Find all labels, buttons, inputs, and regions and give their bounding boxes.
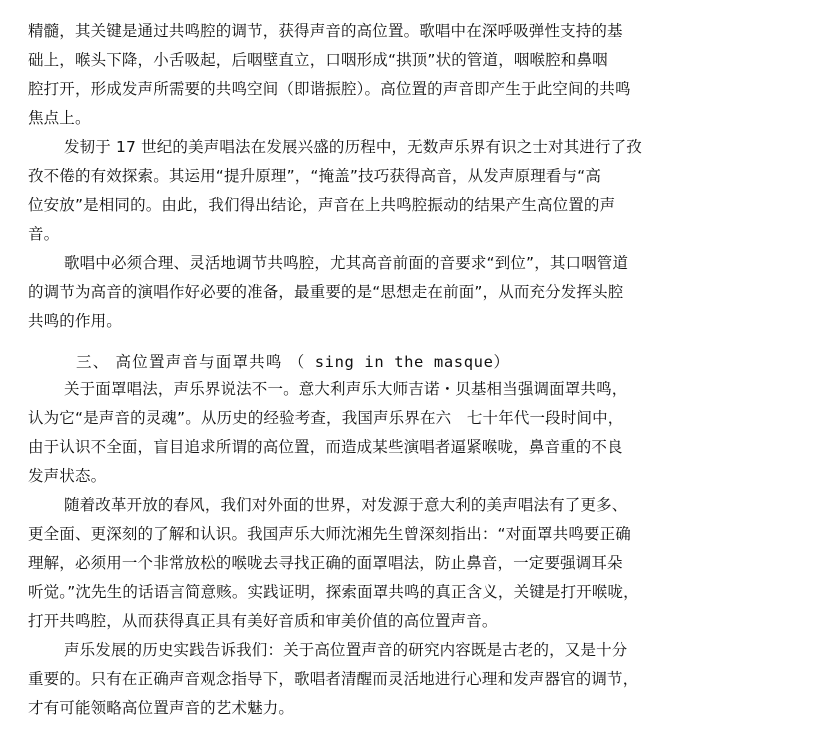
s3-line-2: 重要的。只有在正确声音观念指导下，歌唱者清醒而灵活地进行心理和发声器官的调节， bbox=[28, 670, 639, 688]
s3-line-3: 才有可能领略高位置声音的艺术魅力。 bbox=[28, 699, 295, 717]
s2-line-5: 打开共鸣腔，从而获得真正具有美好音质和审美价值的高位置声音。 bbox=[28, 612, 498, 630]
s2-line-2: 更全面、更深刻的了解和认识。我国声乐大师沈湘先生曾深刻指出：“对面罩共鸣要正确 bbox=[28, 525, 631, 543]
s1-line-2: 认为它“是声音的灵魂”。从历史的经验考查，我国声乐界在六 七十年代一段时间中， bbox=[28, 409, 624, 427]
p1-line-2: 础上，喉头下降，小舌吸起，后咽壁直立，口咽形成“拱顶”状的管道，咽喉腔和鼻咽 bbox=[28, 51, 608, 69]
s2-line-3: 理解，必须用一个非常放松的喉咙去寻找正确的面罩唱法，防止鼻音，一定要强调耳朵 bbox=[28, 554, 623, 572]
section-heading-latin: （ sing in the masque） bbox=[288, 353, 510, 371]
p3-line-3: 共鸣的作用。 bbox=[28, 312, 122, 330]
s2-line-4: 听觉。”沈先生的话语言简意赅。实践证明，探索面罩共鸣的真正含义，关键是打开喉咙， bbox=[28, 583, 639, 601]
s2-line-1: 随着改革开放的春风，我们对外面的世界，对发源于意大利的美声唱法有了更多、 bbox=[64, 496, 628, 514]
section-heading-title: 高位置声音与面罩共鸣 bbox=[115, 353, 283, 371]
p2-line-3: 位安放”是相同的。由此，我们得出结论，声音在上共鸣腔振动的结果产生高位置的声 bbox=[28, 196, 616, 214]
s1-line-4: 发声状态。 bbox=[28, 467, 107, 485]
p2-line-2: 孜不倦的有效探索。其运用“提升原理”，“掩盖”技巧获得高音，从发声原理看与“高 bbox=[28, 167, 602, 185]
s1-line-3: 由于认识不全面，盲目追求所谓的高位置，而造成某些演唱者逼紧喉咙，鼻音重的不良 bbox=[28, 438, 623, 456]
s1-line-1: 关于面罩唱法，声乐界说法不一。意大利声乐大师吉诺・贝基相当强调面罩共鸣， bbox=[64, 380, 628, 398]
section-heading bbox=[76, 349, 510, 375]
p2-line-4: 音。 bbox=[28, 225, 60, 243]
p1-line-3: 腔打开，形成发声所需要的共鸣空间（即谐振腔）。高位置的声音即产生于此空间的共鸣 bbox=[28, 80, 631, 98]
p3-line-1: 歌唱中必须合理、灵活地调节共鸣腔，尤其高音前面的音要求“到位”，其口咽管道 bbox=[64, 254, 629, 272]
s3-line-1: 声乐发展的历史实践告诉我们：关于高位置声音的研究内容既是古老的，又是十分 bbox=[64, 641, 628, 659]
p2-line-1: 发韧于 17 世纪的美声唱法在发展兴盛的历程中，无数声乐界有识之士对其进行了孜 bbox=[64, 138, 642, 156]
p1-line-1: 精髓，其关键是通过共鸣腔的调节，获得声音的高位置。歌唱中在深呼吸弹性支持的基 bbox=[28, 22, 623, 40]
p1-line-4: 焦点上。 bbox=[28, 109, 91, 127]
section-heading-number: 三、 bbox=[76, 353, 110, 371]
p3-line-2: 的调节为高音的演唱作好必要的准备，最重要的是“思想走在前面”，从而充分发挥头腔 bbox=[28, 283, 624, 301]
